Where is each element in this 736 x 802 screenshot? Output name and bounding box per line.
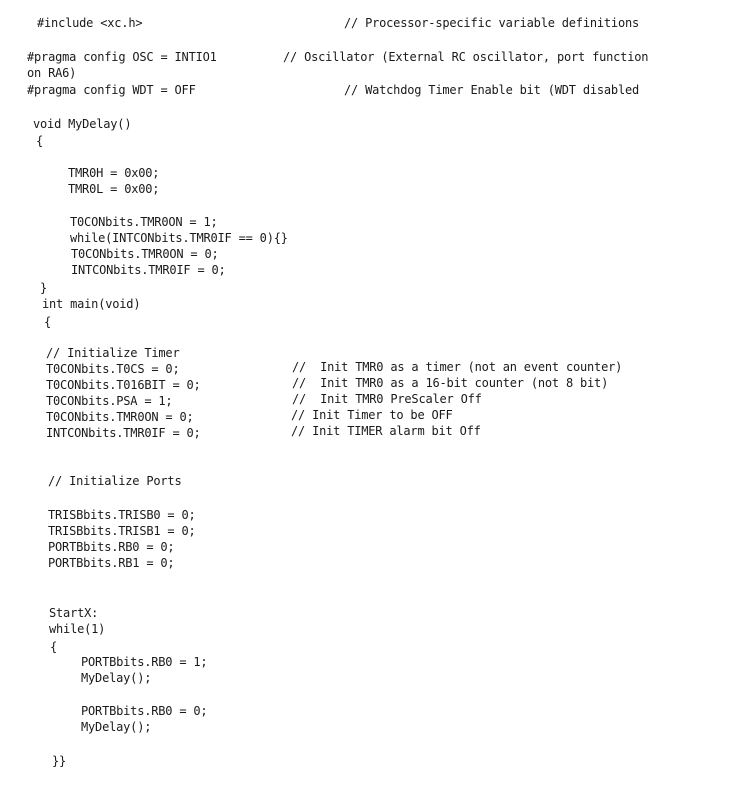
include-comment: // Processor-specific variable definitions: [344, 16, 640, 30]
code-comment: // Init TMR0 as a timer (not an event counter): [292, 360, 623, 374]
code-comment: // Init TMR0 as a 16-bit counter (not 8 bit): [292, 376, 609, 390]
code-line: PORTBbits.RB1 = 0;: [48, 556, 175, 570]
brace-open: {: [50, 640, 58, 654]
code-line: PORTBbits.RB0 = 1;: [81, 655, 208, 669]
code-line: T0CONbits.TMR0ON = 0;: [71, 247, 219, 261]
label-startx: StartX:: [49, 606, 99, 620]
code-line: PORTBbits.RB0 = 0;: [81, 704, 208, 718]
brace-close: }: [40, 281, 48, 295]
code-line: TMR0H = 0x00;: [68, 166, 160, 180]
code-comment: // Init TIMER alarm bit Off: [291, 424, 481, 438]
include-line: #include <xc.h>: [37, 16, 143, 30]
code-line: T0CONbits.T0CS = 0;: [46, 362, 180, 376]
code-line: MyDelay();: [81, 671, 152, 685]
code-line: TRISBbits.TRISB1 = 0;: [48, 524, 196, 538]
code-comment: // Init TMR0 PreScaler Off: [292, 392, 482, 406]
code-line: TMR0L = 0x00;: [68, 182, 160, 196]
pragma-osc-comment: // Oscillator (External RC oscillator, port function: [283, 50, 649, 64]
main-declaration: int main(void): [42, 297, 141, 311]
code-line: T0CONbits.T016BIT = 0;: [46, 378, 201, 392]
pragma-osc-wrap: on RA6): [27, 66, 77, 80]
pragma-wdt: #pragma config WDT = OFF: [27, 83, 196, 97]
code-line: TRISBbits.TRISB0 = 0;: [48, 508, 196, 522]
brace-open: {: [36, 134, 44, 148]
pragma-osc: #pragma config OSC = INTIO1: [27, 50, 217, 64]
code-line: T0CONbits.PSA = 1;: [46, 394, 173, 408]
comment-init-ports: // Initialize Ports: [48, 474, 182, 488]
mydelay-declaration: void MyDelay(): [33, 117, 132, 131]
code-line: INTCONbits.TMR0IF = 0;: [46, 426, 201, 440]
code-comment: // Init Timer to be OFF: [291, 408, 453, 422]
brace-open: {: [44, 315, 52, 329]
pragma-wdt-comment: // Watchdog Timer Enable bit (WDT disabled: [344, 83, 640, 97]
code-line: PORTBbits.RB0 = 0;: [48, 540, 175, 554]
code-line: while(INTCONbits.TMR0IF == 0){}: [70, 231, 288, 245]
code-line: while(1): [49, 622, 106, 636]
code-line: MyDelay();: [81, 720, 152, 734]
code-line: T0CONbits.TMR0ON = 1;: [70, 215, 218, 229]
comment-init-timer: // Initialize Timer: [46, 346, 180, 360]
code-line: INTCONbits.TMR0IF = 0;: [71, 263, 226, 277]
brace-close: }}: [52, 754, 67, 768]
code-line: T0CONbits.TMR0ON = 0;: [46, 410, 194, 424]
